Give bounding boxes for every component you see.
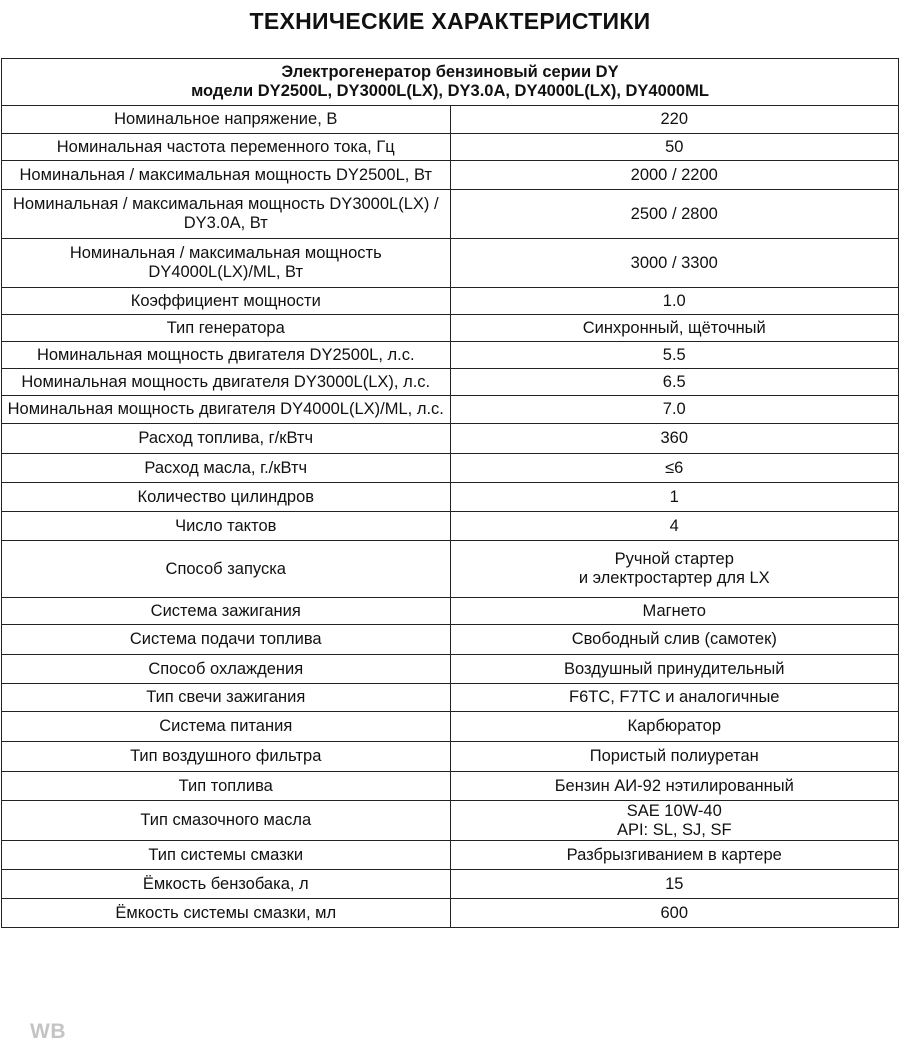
param-cell: Способ охлаждения	[2, 655, 451, 684]
value-cell: Синхронный, щёточный	[450, 315, 899, 342]
value-cell: Ручной стартер и электростартер для LX	[450, 541, 899, 598]
page-title: ТЕХНИЧЕСКИЕ ХАРАКТЕРИСТИКИ	[249, 8, 651, 34]
param-cell: Номинальная / максимальная мощность DY3000L(LX) / DY3.0A, Вт	[2, 190, 451, 239]
param-cell: Способ запуска	[2, 541, 451, 598]
param-cell: Расход топлива, г/кВтч	[2, 424, 451, 454]
param-cell: Система зажигания	[2, 598, 451, 625]
value-cell: 6.5	[450, 369, 899, 396]
value-cell: Карбюратор	[450, 712, 899, 742]
table-row	[2, 655, 899, 684]
value-cell: Бензин АИ-92 нэтилированный	[450, 772, 899, 801]
value-cell: 50	[450, 134, 899, 161]
table-header-row	[2, 59, 899, 106]
value-cell: SAE 10W-40 API: SL, SJ, SF	[450, 801, 899, 841]
param-cell: Ёмкость системы смазки, мл	[2, 899, 451, 928]
param-cell: Ёмкость бензобака, л	[2, 870, 451, 899]
value-cell: Свободный слив (самотек)	[450, 625, 899, 655]
param-cell: Коэффициент мощности	[2, 288, 451, 315]
table-row	[2, 315, 899, 342]
param-cell: Тип воздушного фильтра	[2, 742, 451, 772]
value-cell: 600	[450, 899, 899, 928]
value-cell: 1	[450, 483, 899, 512]
table-row	[2, 899, 899, 928]
param-cell: Номинальная / максимальная мощность DY2500L, Вт	[2, 161, 451, 190]
value-cell: 4	[450, 512, 899, 541]
table-row	[2, 712, 899, 742]
value-cell: 360	[450, 424, 899, 454]
param-cell: Тип смазочного масла	[2, 801, 451, 841]
table-row	[2, 841, 899, 870]
table-row	[2, 483, 899, 512]
param-cell: Номинальная мощность двигателя DY2500L, л.с.	[2, 342, 451, 369]
table-row	[2, 772, 899, 801]
spec-table-body	[2, 59, 899, 928]
param-cell: Тип свечи зажигания	[2, 684, 451, 712]
watermark-logo: WB	[30, 1020, 66, 1043]
value-cell: 7.0	[450, 396, 899, 424]
table-row	[2, 512, 899, 541]
value-cell: 2000 / 2200	[450, 161, 899, 190]
value-cell: F6TC, F7TC и аналогичные	[450, 684, 899, 712]
table-row	[2, 424, 899, 454]
table-row	[2, 870, 899, 899]
table-row	[2, 369, 899, 396]
value-cell: 2500 / 2800	[450, 190, 899, 239]
table-row	[2, 190, 899, 239]
table-row	[2, 454, 899, 483]
param-cell: Номинальная частота переменного тока, Гц	[2, 134, 451, 161]
table-row	[2, 342, 899, 369]
param-cell: Тип генератора	[2, 315, 451, 342]
table-row	[2, 134, 899, 161]
param-cell: Система питания	[2, 712, 451, 742]
param-cell: Номинальное напряжение, В	[2, 106, 451, 134]
param-cell: Номинальная мощность двигателя DY4000L(LX)/ML, л.с.	[2, 396, 451, 424]
table-row	[2, 598, 899, 625]
table-row	[2, 801, 899, 841]
value-cell: Магнето	[450, 598, 899, 625]
table-row	[2, 106, 899, 134]
header-line-1: Электрогенератор бензиновый серии DY	[281, 63, 619, 81]
param-cell: Количество цилиндров	[2, 483, 451, 512]
table-row	[2, 625, 899, 655]
table-row	[2, 541, 899, 598]
param-cell: Число тактов	[2, 512, 451, 541]
table-row	[2, 684, 899, 712]
param-cell: Номинальная / максимальная мощность DY4000L(LX)/ML, Вт	[2, 239, 451, 288]
value-cell: 15	[450, 870, 899, 899]
header-line-2: модели DY2500L, DY3000L(LX), DY3.0A, DY4000L(LX), DY4000ML	[191, 82, 709, 100]
param-cell: Тип топлива	[2, 772, 451, 801]
table-row	[2, 239, 899, 288]
value-cell: Воздушный принудительный	[450, 655, 899, 684]
value-cell: Пористый полиуретан	[450, 742, 899, 772]
table-header-cell	[2, 59, 899, 106]
table-row	[2, 742, 899, 772]
spec-table	[1, 58, 899, 928]
value-cell: Разбрызгиванием в картере	[450, 841, 899, 870]
param-cell: Тип системы смазки	[2, 841, 451, 870]
table-row	[2, 161, 899, 190]
value-cell: ≤6	[450, 454, 899, 483]
param-cell: Номинальная мощность двигателя DY3000L(LX), л.с.	[2, 369, 451, 396]
value-cell: 220	[450, 106, 899, 134]
table-row	[2, 288, 899, 315]
value-cell: 5.5	[450, 342, 899, 369]
table-row	[2, 396, 899, 424]
param-cell: Система подачи топлива	[2, 625, 451, 655]
param-cell: Расход масла, г./кВтч	[2, 454, 451, 483]
value-cell: 1.0	[450, 288, 899, 315]
value-cell: 3000 / 3300	[450, 239, 899, 288]
